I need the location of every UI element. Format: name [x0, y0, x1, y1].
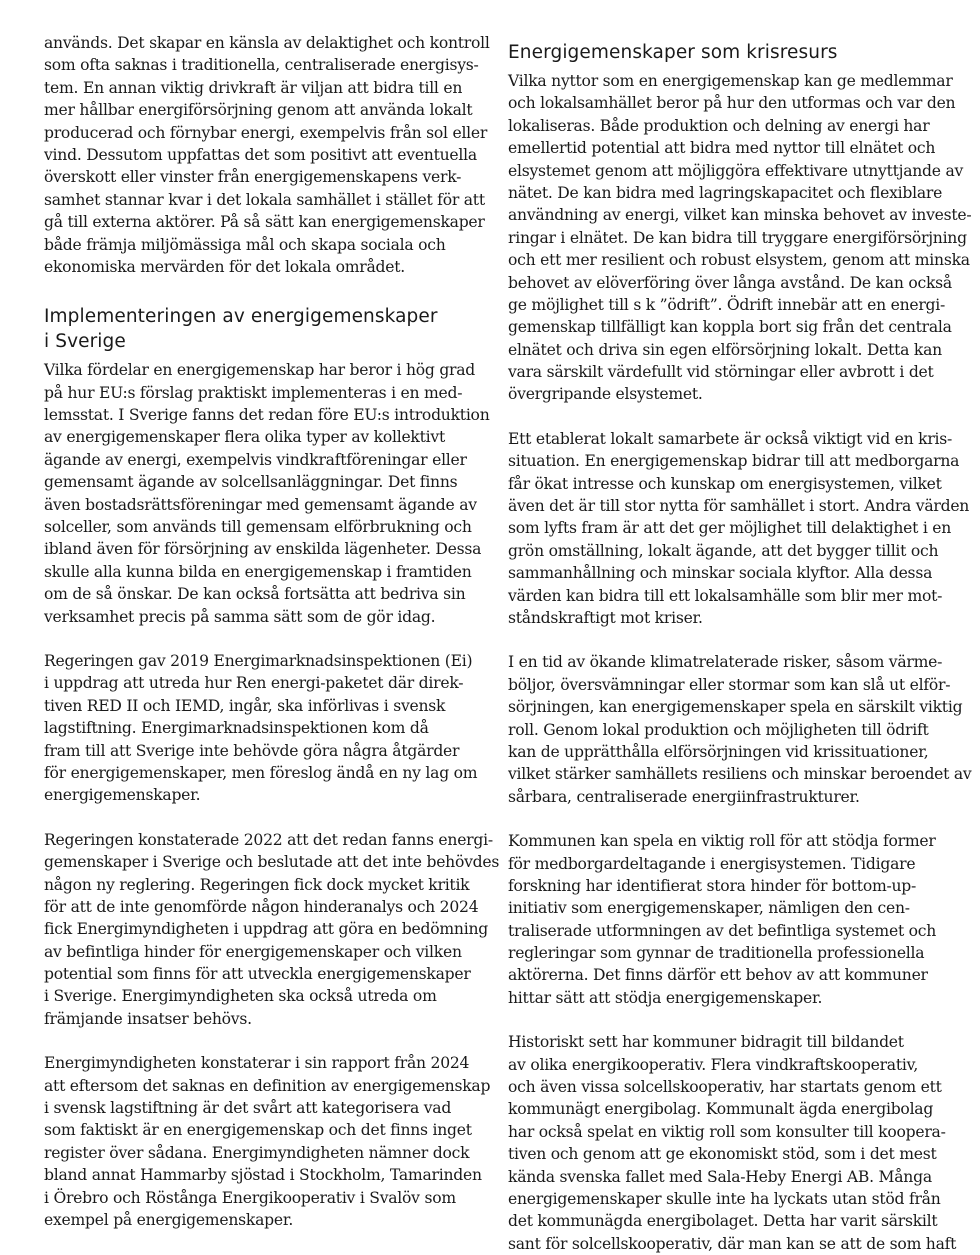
- text-line: Kommunen kan spela en viktig roll för att stödja former: [508, 832, 936, 851]
- text-line: ge möjlighet till s k ”ödrift”. Ödrift innebär att en energi-: [508, 295, 946, 314]
- text-line: producerad och förnybar energi, exempelvis från sol eller: [44, 123, 488, 142]
- text-line: för att de inte genomförde någon hinderanalys och 2024: [44, 897, 479, 916]
- text-line: bland annat Hammarby sjöstad i Stockholm, Tamarinden: [44, 1166, 482, 1185]
- text-line: böljor, översvämningar eller stormar som kan slå ut elför-: [508, 675, 951, 694]
- section-heading-implementation: [44, 304, 469, 354]
- text-line: vilket stärker samhällets resiliens och minskar beroendet av: [508, 765, 972, 784]
- text-line: Vilka nyttor som en energigemenskap kan ge medlemmar: [508, 72, 953, 90]
- text-line: I en tid av ökande klimatrelaterade risker, såsom värme-: [508, 653, 943, 672]
- text-line: potential som finns för att utveckla energigemenskaper: [44, 965, 471, 984]
- paragraph-crisis-4: [508, 830, 937, 1009]
- text-line: Vilka fördelar en energigemenskap har beror i hög grad: [44, 361, 476, 380]
- text-line: lagstiftning. Energimarknadsinspektionen kom då: [44, 719, 429, 738]
- text-line: som faktiskt är en energigemenskap och det finns inget: [44, 1121, 472, 1140]
- paragraph-intro-continuation: [44, 32, 490, 278]
- text-line: i uppdrag att utreda hur Ren energi-paketet där direk-: [44, 674, 464, 693]
- text-line: på hur EU:s förslag praktiskt implementeras i en med-: [44, 383, 463, 402]
- text-line: vara särskilt värdefullt vid störningar eller avbrott i det: [508, 363, 934, 382]
- text-line: som ofta saknas i traditionella, centraliserade energisys-: [44, 56, 479, 75]
- text-line: sårbara, centraliserade energiinfrastrukturer.: [508, 787, 860, 806]
- text-line: främjande insatser behövs.: [44, 1009, 252, 1028]
- text-line: energigemenskaper skulle inte ha lyckats utan stöd från: [508, 1189, 941, 1208]
- text-line: nätet. De kan bidra med lagringskapacitet och flexiblare: [508, 183, 943, 202]
- text-line: Ett etablerat lokalt samarbete är också viktigt vid en kris-: [508, 429, 953, 448]
- text-line: regleringar som gynnar de traditionella professionella: [508, 944, 925, 963]
- text-line: situation. En energigemenskap bidrar till att medborgarna: [508, 452, 960, 471]
- text-line: även det är till stor nytta för samhället i stort. Andra värden: [508, 497, 970, 516]
- text-line: av energigemenskaper flera olika typer av kollektivt: [44, 428, 445, 447]
- section-heading-crisis-resource: [508, 40, 933, 65]
- text-line: traliserade utformningen av det befintliga systemet och: [508, 921, 937, 940]
- text-line: av befintliga hinder för energigemenskaper och vilken: [44, 942, 462, 961]
- text-line: även bostadsrättsföreningar med gemensamt ägande av: [44, 495, 477, 514]
- text-line: tiven RED II och IEMD, ingår, ska införlivas i svensk: [44, 696, 446, 715]
- text-line: någon ny reglering. Regeringen fick dock mycket kritik: [44, 875, 470, 894]
- text-line: både främja miljömässiga mål och skapa sociala och: [44, 235, 446, 254]
- text-line: har också spelat en viktig roll som konsulter till koopera-: [508, 1122, 946, 1141]
- text-line: elnätet och driva sin egen elförsörjning lokalt. Detta kan: [508, 340, 942, 359]
- text-line: fram till att Sverige inte behövde göra några åtgärder: [44, 741, 460, 760]
- text-line: Regeringen gav 2019 Energimarknadsinspektionen (Ei): [44, 651, 473, 670]
- text-line: övergripande elsystemet.: [508, 385, 703, 404]
- text-line: kan de upprätthålla elförsörjningen vid krissituationer,: [508, 742, 929, 761]
- text-line: om de så önskar. De kan också fortsätta att bedriva sin: [44, 585, 466, 604]
- text-line: samhet stannar kvar i det lokala samhället i stället för att: [44, 190, 485, 209]
- text-line: i Örebro och Röstånga Energikooperativ i Svalöv som: [44, 1188, 456, 1207]
- paragraph-crisis-2: [508, 428, 970, 630]
- paragraph-implementation-3: [44, 829, 500, 1031]
- text-line: lemsstat. I Sverige fanns det redan före EU:s introduktion: [44, 406, 490, 425]
- text-line: kommunägt energibolag. Kommunalt ägda energibolag: [508, 1100, 934, 1119]
- text-line: Regeringen konstaterade 2022 att det redan fanns energi-: [44, 830, 493, 849]
- text-line: sant för solcellskooperativ, där man kan se att de som haft: [508, 1234, 957, 1253]
- text-line: exempel på energigemenskaper.: [44, 1210, 294, 1229]
- text-line: energigemenskaper.: [44, 786, 201, 805]
- text-line: behovet av elöverföring över långa avstånd. De kan också: [508, 273, 952, 292]
- left-column: [44, 32, 500, 1231]
- text-line: för energigemenskaper, men föreslog ändå en ny lag om: [44, 763, 478, 782]
- text-line: skulle alla kunna bilda en energigemenskap i framtiden: [44, 562, 472, 581]
- text-line: som lyfts fram är att det ger möjlighet till delaktighet i en: [508, 519, 952, 538]
- text-line: grön omställning, lokalt ägande, att det bygger tillit och: [508, 541, 939, 560]
- text-line: för medborgardeltagande i energisystemen. Tidigare: [508, 854, 916, 873]
- text-line: roll. Genom lokal produktion och möjligheten till ödrift: [508, 720, 929, 739]
- text-line: av olika energikooperativ. Flera vindkraftskooperativ,: [508, 1055, 919, 1074]
- text-line: sörjningen, kan energigemenskaper spela en särskilt viktig: [508, 698, 963, 717]
- text-line: hittar sätt att stödja energigemenskaper.: [508, 988, 823, 1007]
- text-line: överskott eller vinster från energigemenskapens verk-: [44, 168, 462, 187]
- text-line: ståndskraftigt mot kriser.: [508, 608, 703, 627]
- text-line: tiven och genom att ge ekonomiskt stöd, som i det mest: [508, 1145, 937, 1164]
- text-line: register över sådana. Energimyndigheten nämner dock: [44, 1143, 470, 1162]
- text-line: lokaliseras. Både produktion och delning av energi har: [508, 116, 930, 135]
- text-line: och även vissa solcellskooperativ, har startats genom ett: [508, 1078, 942, 1097]
- heading-line: Implementeringen av energigemenskaper: [44, 306, 438, 328]
- text-line: gemenskap tillfälligt kan koppla bort sig från det centrala: [508, 318, 952, 337]
- text-line: användning av energi, vilket kan minska behovet av investe-: [508, 206, 972, 225]
- text-line: används. Det skapar en känsla av delaktighet och kontroll: [44, 34, 490, 52]
- text-line: gemenskaper i Sverige och beslutade att det inte behövdes: [44, 853, 500, 872]
- text-line: Energimyndigheten konstaterar i sin rapport från 2024: [44, 1054, 470, 1073]
- text-line: ringar i elnätet. De kan bidra till tryggare energiförsörjning: [508, 228, 967, 247]
- text-line: vind. Dessutom uppfattas det som positivt att eventuella: [44, 145, 477, 164]
- paragraph-implementation-4: [44, 1052, 491, 1231]
- paragraph-crisis-5: [508, 1031, 957, 1255]
- paragraph-crisis-1: [508, 70, 972, 406]
- text-line: ibland även för försörjning av enskilda lägenheter. Dessa: [44, 540, 482, 559]
- text-line: forskning har identifierat stora hinder för bottom-up-: [508, 876, 917, 895]
- text-line: emellertid potential att bidra med nyttor till elnätet och: [508, 139, 936, 158]
- text-line: och lokalsamhället beror på hur den utformas och var den: [508, 94, 956, 113]
- text-line: i Sverige. Energimyndigheten ska också utreda om: [44, 987, 437, 1006]
- heading-line: Energigemenskaper som krisresurs: [508, 42, 838, 63]
- text-line: ägande av energi, exempelvis vindkraftföreningar eller: [44, 450, 467, 469]
- text-line: det kommunägda energibolaget. Detta har varit särskilt: [508, 1212, 938, 1231]
- text-line: värden kan bidra till ett lokalsamhälle som blir mer mot-: [508, 586, 943, 605]
- text-line: att eftersom det saknas en definition av energigemenskap: [44, 1076, 491, 1095]
- paragraph-crisis-3: [508, 651, 972, 808]
- text-line: Historiskt sett har kommuner bidragit till bildandet: [508, 1033, 904, 1052]
- text-line: initiativ som energigemenskaper, nämligen den cen-: [508, 899, 910, 918]
- text-line: elsystemet genom att möjliggöra effektivare utnyttjande av: [508, 161, 964, 180]
- paragraph-implementation-2: [44, 650, 478, 807]
- text-line: mer hållbar energiförsörjning genom att använda lokalt: [44, 101, 473, 120]
- text-line: gå till externa aktörer. På så sätt kan energigemenskaper: [44, 213, 485, 232]
- text-line: kända svenska fallet med Sala-Heby Energi AB. Många: [508, 1167, 932, 1186]
- paragraph-implementation-1: [44, 359, 490, 628]
- text-line: ekonomiska mervärden för det lokala området.: [44, 257, 405, 276]
- text-line: gemensamt ägande av solcellsanläggningar. Det finns: [44, 473, 458, 492]
- text-line: fick Energimyndigheten i uppdrag att göra en bedömning: [44, 920, 488, 939]
- text-line: tem. En annan viktig drivkraft är viljan att bidra till en: [44, 78, 463, 97]
- text-line: och ett mer resilient och robust elsystem, genom att minska: [508, 251, 970, 270]
- text-line: får ökat intresse och kunskap om energisystemen, vilket: [508, 474, 942, 493]
- text-line: verksamhet precis på samma sätt som de gör idag.: [44, 607, 436, 626]
- text-line: solceller, som används till gemensam elförbrukning och: [44, 518, 472, 537]
- text-line: aktörerna. Det finns därför ett behov av att kommuner: [508, 966, 928, 985]
- text-line: sammanhållning och minskar sociala klyftor. Alla dessa: [508, 564, 933, 583]
- text-line: i svensk lagstiftning är det svårt att kategorisera vad: [44, 1099, 452, 1118]
- right-column: [508, 40, 972, 1255]
- heading-line: i Sverige: [44, 331, 126, 353]
